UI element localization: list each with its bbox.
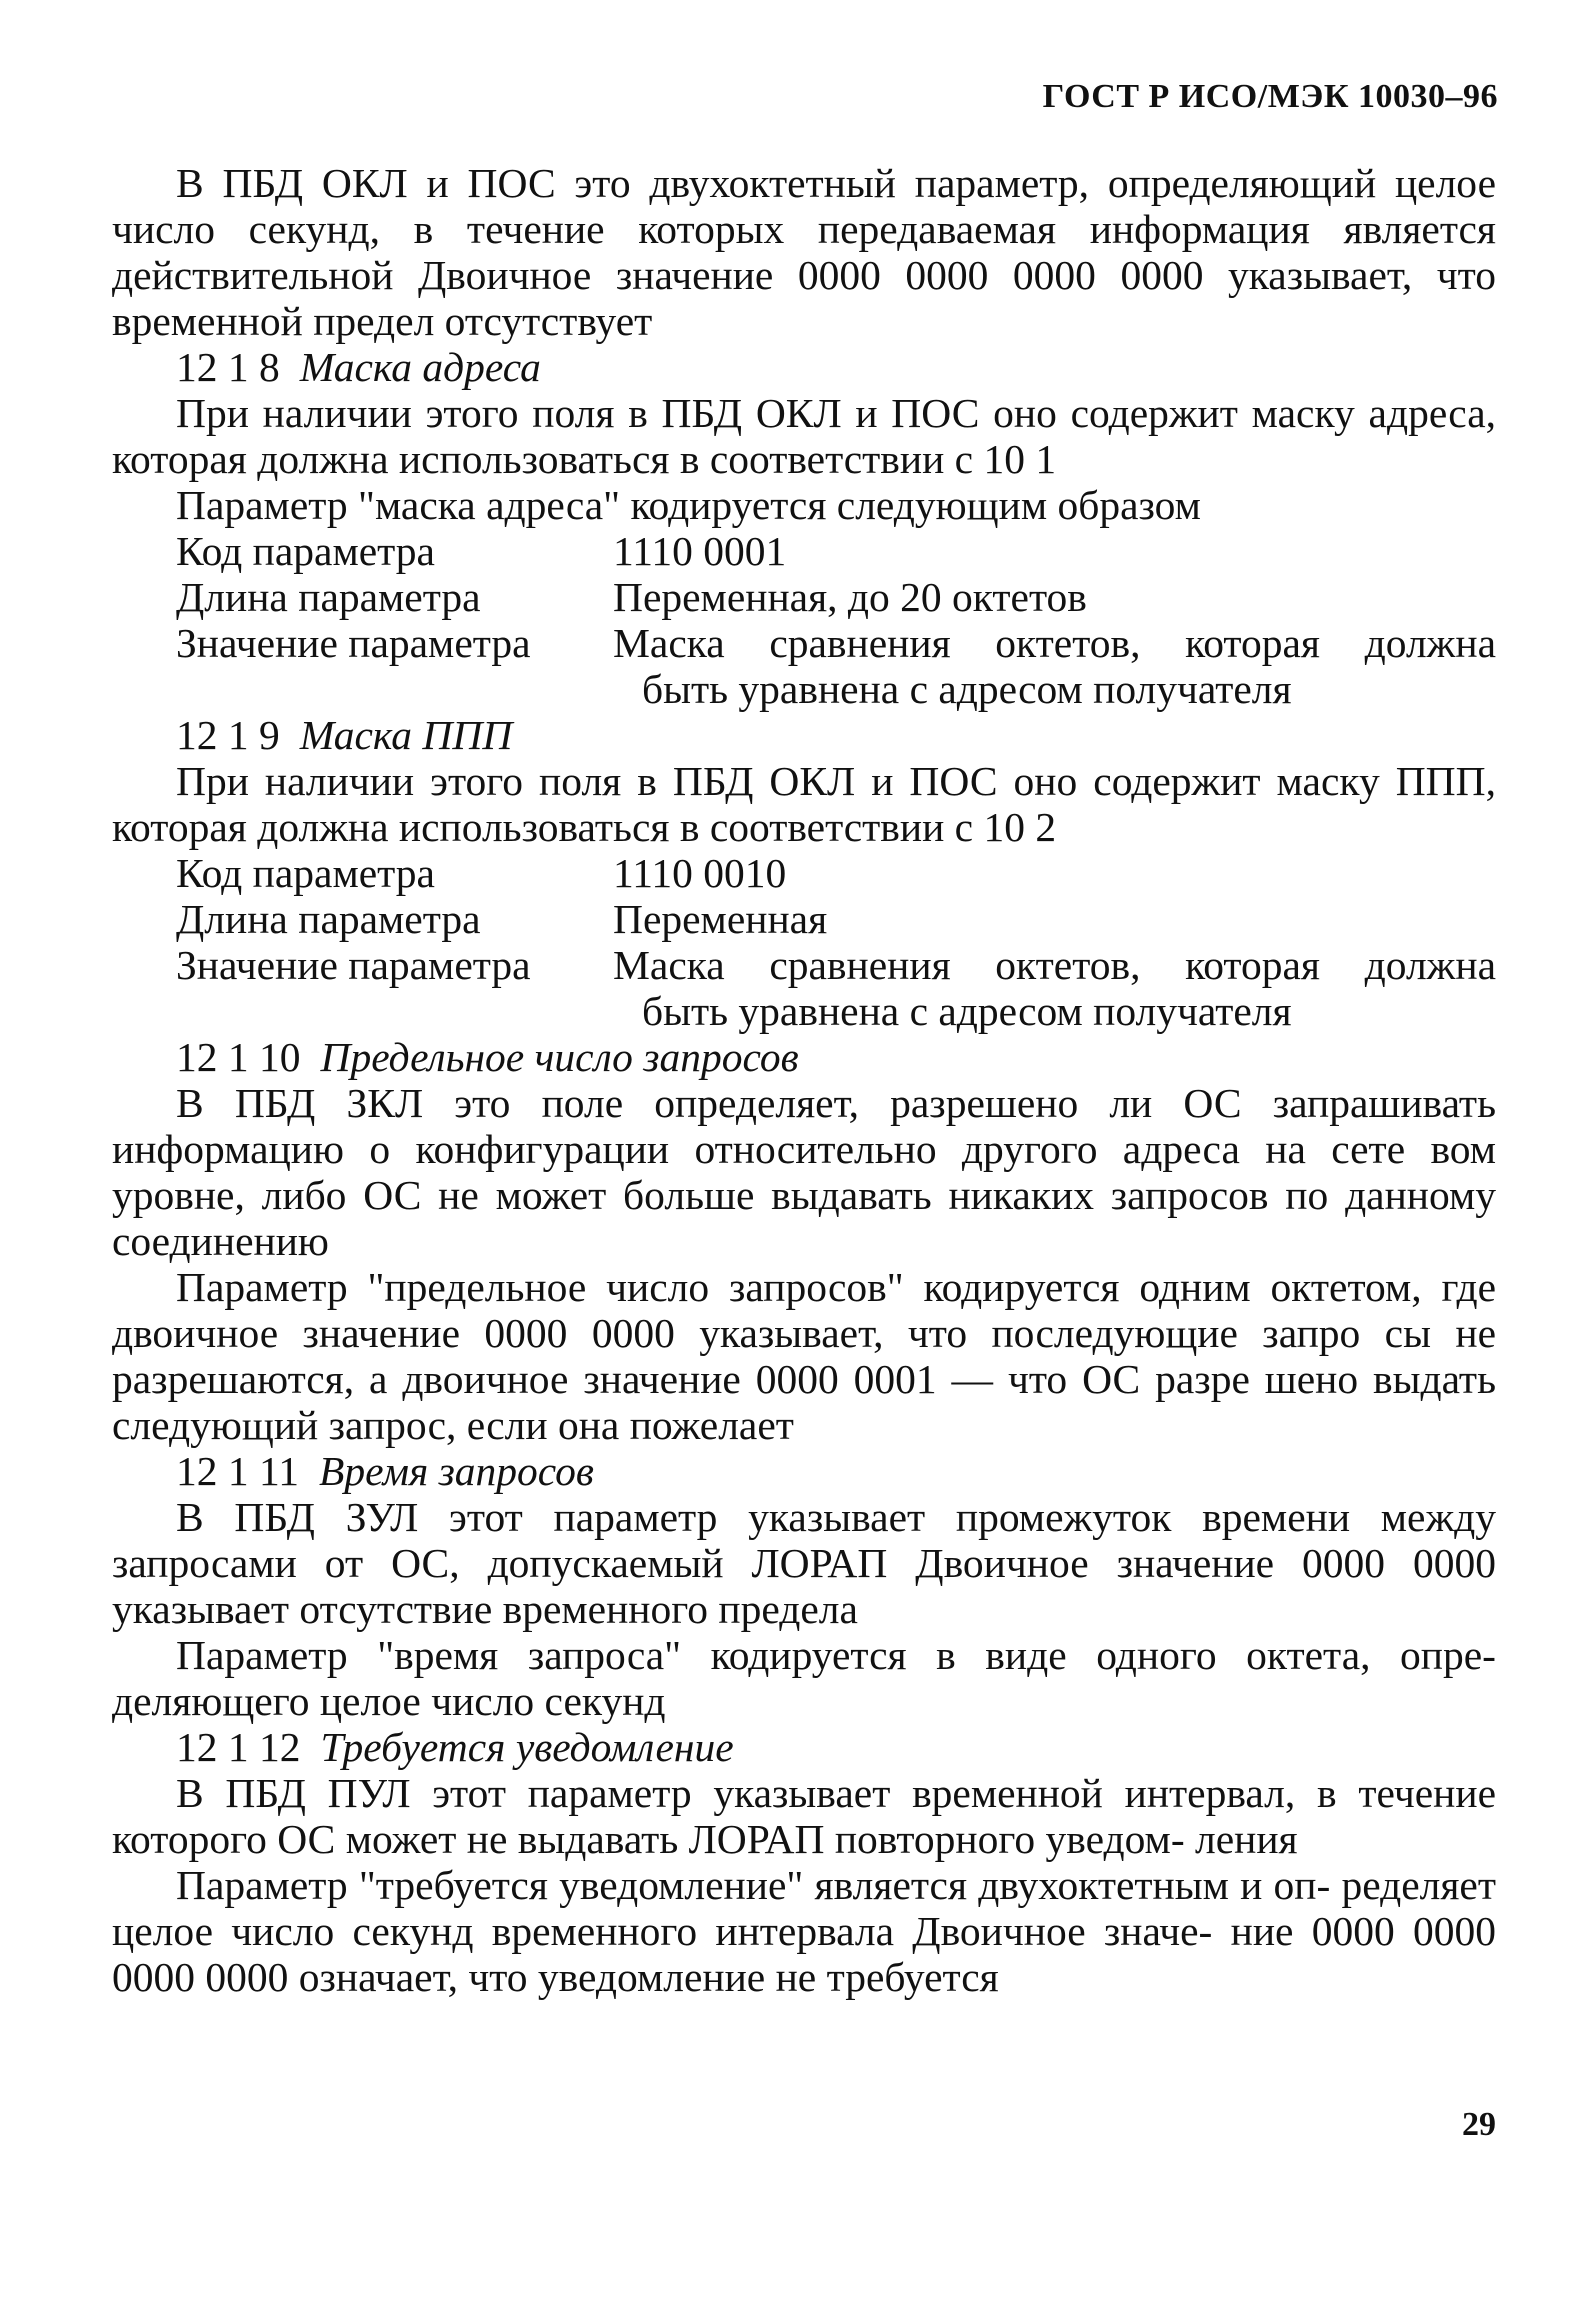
param-row-length: [112, 574, 1496, 620]
page-header: ГОСТ Р ИСО/МЭК 10030–96: [1042, 78, 1498, 115]
param-value-line: быть уравнена с адресом получателя: [642, 666, 1292, 712]
param-value: Переменная, до 20 октетов: [613, 574, 1087, 620]
param-value-line: быть уравнена с адресом получателя: [642, 988, 1292, 1034]
section-title: Требуется уведомление: [320, 1724, 734, 1770]
paragraph: При наличии этого поля в ПБД ОКЛ и ПОС оно содержит маску ППП, которая должна использоваться в соответствии с 10 2: [112, 758, 1496, 850]
paragraph: В ПБД ОКЛ и ПОС это двухоктетный параметр, определяющий целое число секунд, в течение которых передаваемая информация является действительной Двоичное значение 0000 0000 0000 0000 указывает, что временной предел отсутствует: [112, 160, 1496, 344]
section-number: 12 1 10: [176, 1034, 301, 1080]
section-title: Маска адреса: [299, 344, 541, 390]
param-row-length: [112, 896, 1496, 942]
section-title: Время запросов: [318, 1448, 594, 1494]
param-value-line: Маска сравнения октетов, которая должна: [613, 620, 1496, 666]
paragraph: В ПБД ЗУЛ этот параметр указывает промежуток времени между запросами от ОС, допускаемый ЛОРАП Двоичное значение 0000 0000 указывает отсутствие временного предела: [112, 1494, 1496, 1632]
param-key: Значение параметра: [176, 620, 531, 666]
param-key: Код параметра: [176, 850, 435, 896]
section-number: 12 1 8: [176, 344, 280, 390]
section-title: Маска ППП: [299, 712, 513, 758]
param-key: Длина параметра: [176, 896, 481, 942]
section-heading-12-1-9: [112, 712, 1496, 758]
section-number: 12 1 11: [176, 1448, 299, 1494]
param-row-code: [112, 850, 1496, 896]
param-value-line: Маска сравнения октетов, которая должна: [613, 942, 1496, 988]
section-heading-12-1-10: [112, 1034, 1496, 1080]
param-row-value: [112, 620, 1496, 712]
section-heading-12-1-11: [112, 1448, 1496, 1494]
section-title: Предельное число запросов: [320, 1034, 799, 1080]
param-key: Длина параметра: [176, 574, 481, 620]
section-number: 12 1 12: [176, 1724, 301, 1770]
param-value: 1110 0001: [613, 528, 787, 574]
param-value: Переменная: [613, 896, 828, 942]
param-row-code: [112, 528, 1496, 574]
param-value: 1110 0010: [613, 850, 787, 896]
paragraph: В ПБД ЗКЛ это поле определяет, разрешено ли ОС запрашивать информацию о конфигурации относительно другого адреса на сете вом уровне, либо ОС не может больше выдавать никаких запросов по данному соединению: [112, 1080, 1496, 1264]
paragraph: Параметр "предельное число запросов" кодируется одним октетом, где двоичное значение 0000 0000 указывает, что последующие запро сы не разрешаются, а двоичное значение 0000 0001 — что ОС разре шено выдать следующий запрос, если она пожелает: [112, 1264, 1496, 1448]
param-value: [613, 942, 1496, 1034]
paragraph: Параметр "время запроса" кодируется в виде одного октета, опре- деляющего целое число секунд: [112, 1632, 1496, 1724]
paragraph: Параметр "требуется уведомление" является двухоктетным и оп- ределяет целое число секунд временного интервала Двоичное значе- ние 0000 0000 0000 0000 означает, что уведомление не требуется: [112, 1862, 1496, 2000]
page-number: 29: [1462, 2106, 1496, 2143]
param-key: Код параметра: [176, 528, 435, 574]
param-row-value: [112, 942, 1496, 1034]
param-value: [613, 620, 1496, 712]
paragraph: Параметр "маска адреса" кодируется следующим образом: [176, 482, 1201, 528]
paragraph: При наличии этого поля в ПБД ОКЛ и ПОС оно содержит маску адреса, которая должна использоваться в соответствии с 10 1: [112, 390, 1496, 482]
param-key: Значение параметра: [176, 942, 531, 988]
section-number: 12 1 9: [176, 712, 280, 758]
section-heading-12-1-8: [112, 344, 1496, 390]
paragraph: В ПБД ПУЛ этот параметр указывает временной интервал, в течение которого ОС может не выдавать ЛОРАП повторного уведом- ления: [112, 1770, 1496, 1862]
section-heading-12-1-12: [112, 1724, 1496, 1770]
page-body: [112, 160, 1496, 2000]
